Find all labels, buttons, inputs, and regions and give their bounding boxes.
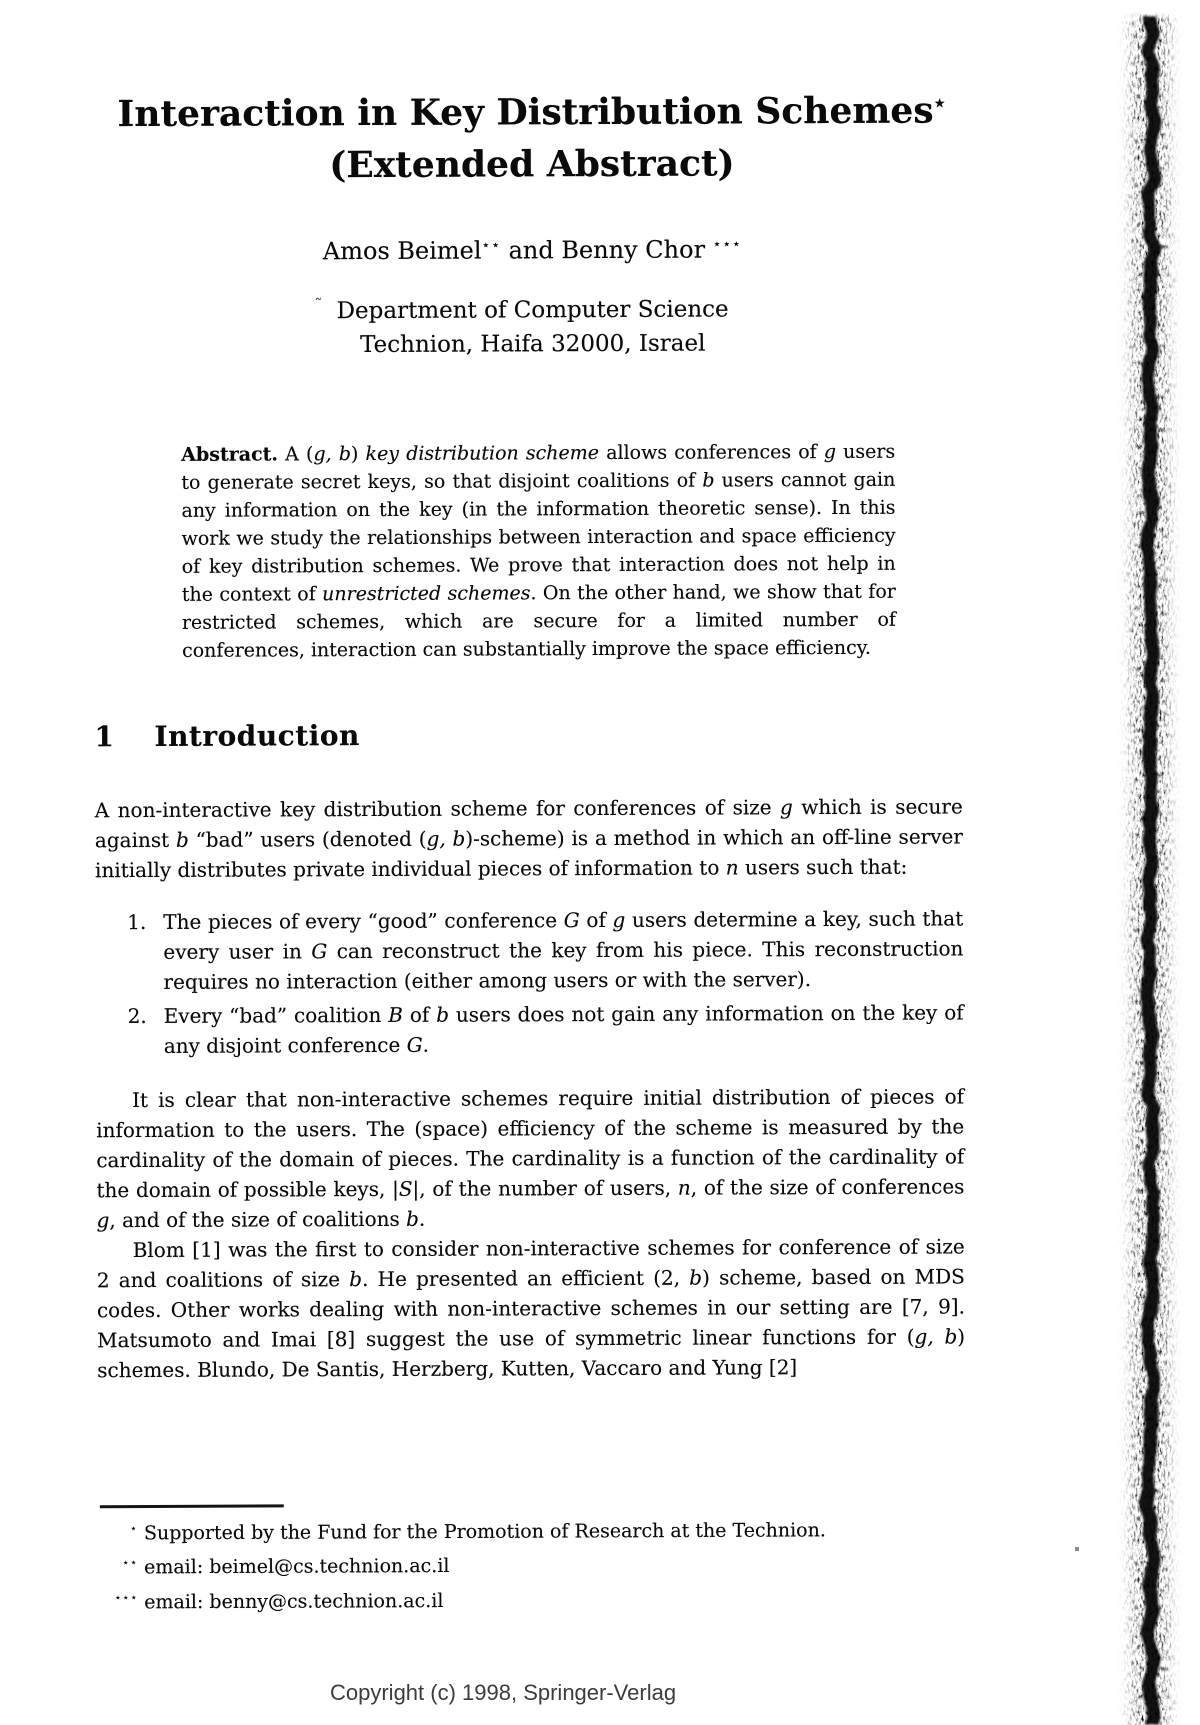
list-item-number: 1. bbox=[127, 909, 147, 935]
footnote-text: email: benny@cs.technion.ac.il bbox=[144, 1589, 444, 1613]
scan-noise-strip bbox=[1108, 0, 1192, 1725]
abstract-paragraph: Abstract. A (g, b) key distribution scheme allows conferences of g users to generate secret keys, so that disjoint coalitions of b users cannot gain any information on the key (in the information theoretic sense). In this work we study the relationships between interaction and space efficiency of key distribution schemes. We prove that interaction does not help in the context of unrestricted schemes. On the other hand, we show that for restricted schemes, which are secure for a limited number of conferences, interaction can substantially improve the space efficiency. bbox=[181, 440, 896, 662]
page-title bbox=[0, 84, 1067, 193]
copyright-notice: Copyright (c) 1998, Springer-Verlag bbox=[330, 1680, 677, 1705]
affiliation-department: Department of Computer Science bbox=[336, 296, 729, 325]
paper-header bbox=[0, 84, 1068, 364]
section-title: Introduction bbox=[154, 719, 360, 753]
scan-speck bbox=[1075, 1547, 1079, 1551]
footnotes-block bbox=[98, 1501, 978, 1617]
footnote-1 bbox=[98, 1510, 978, 1548]
page-title-line2: (Extended Abstract) bbox=[329, 142, 735, 187]
affiliation bbox=[0, 292, 1068, 364]
footnote-3 bbox=[98, 1579, 978, 1617]
footnote-text: Supported by the Fund for the Promotion of Research at the Technion. bbox=[143, 1519, 826, 1545]
authors-line: Amos Beimel⋆⋆ and Benny Chor ⋆⋆⋆ bbox=[322, 235, 742, 266]
intro-paragraph-3: Blom [1] was the first to consider non-interactive schemes for conference of size 2 and coalitions of size b. He presented an efficient (2, b) scheme, based on MDS codes. Other works dealing with non-interactive schemes in our setting are [7, 9]. Matsumoto and Imai [8] suggest the use of symmetric linear functions for (g, b) schemes. Blundo, De Santis, Herzberg, Kutten, Vaccaro and Yung [2] bbox=[96, 1234, 966, 1383]
list-item-2 bbox=[96, 997, 964, 1061]
list-item-text: Every “bad” coalition B of b users does not gain any information on the key of any disjoint conference G. bbox=[163, 1000, 964, 1058]
page-title-line1 bbox=[0, 84, 1067, 141]
footnote-marker: ⋆⋆⋆ bbox=[114, 1590, 139, 1604]
footnote-marker: ⋆ bbox=[129, 1522, 138, 1536]
affiliation-line2: Technion, Haifa 32000, Israel bbox=[360, 330, 706, 359]
list-item-number: 2. bbox=[127, 1003, 147, 1029]
section-heading bbox=[94, 715, 1199, 753]
footnote-marker: ⋆⋆ bbox=[122, 1556, 139, 1570]
affiliation-line1 bbox=[0, 292, 1068, 331]
footnote-rule bbox=[100, 1504, 284, 1508]
footnote-2 bbox=[98, 1545, 978, 1583]
intro-paragraph-2: It is clear that non-interactive schemes require initial distribution of pieces of information to the users. The (space) efficiency of the scheme is measured by the cardinality of the domain of pieces. The cardinality is a function of the cardinality of the domain of possible keys, |S|, of the number of users, n, of the size of conferences g, and of the size of coalitions b. bbox=[96, 1084, 965, 1233]
list-item-1 bbox=[95, 903, 963, 997]
title-footnote-star: ⋆ bbox=[933, 90, 946, 115]
title-text: Interaction in Key Distribution Schemes bbox=[117, 89, 934, 136]
numbered-list bbox=[95, 903, 964, 1061]
footnote-text: email: beimel@cs.technion.ac.il bbox=[144, 1555, 450, 1579]
list-item-text: The pieces of every “good” conference G of g users determine a key, such that every user in G can reconstruct the key from his piece. This reconstruction requires no interaction (either among users or with the server). bbox=[163, 906, 964, 994]
intro-paragraph-1: A non-interactive key distribution scheme for conferences of size g which is secure against b “bad” users (denoted (g, b)-scheme) is a method in which an off-line server initially distributes private individual pieces of information to n users such that: bbox=[94, 794, 963, 883]
section-number: 1 bbox=[94, 720, 115, 754]
